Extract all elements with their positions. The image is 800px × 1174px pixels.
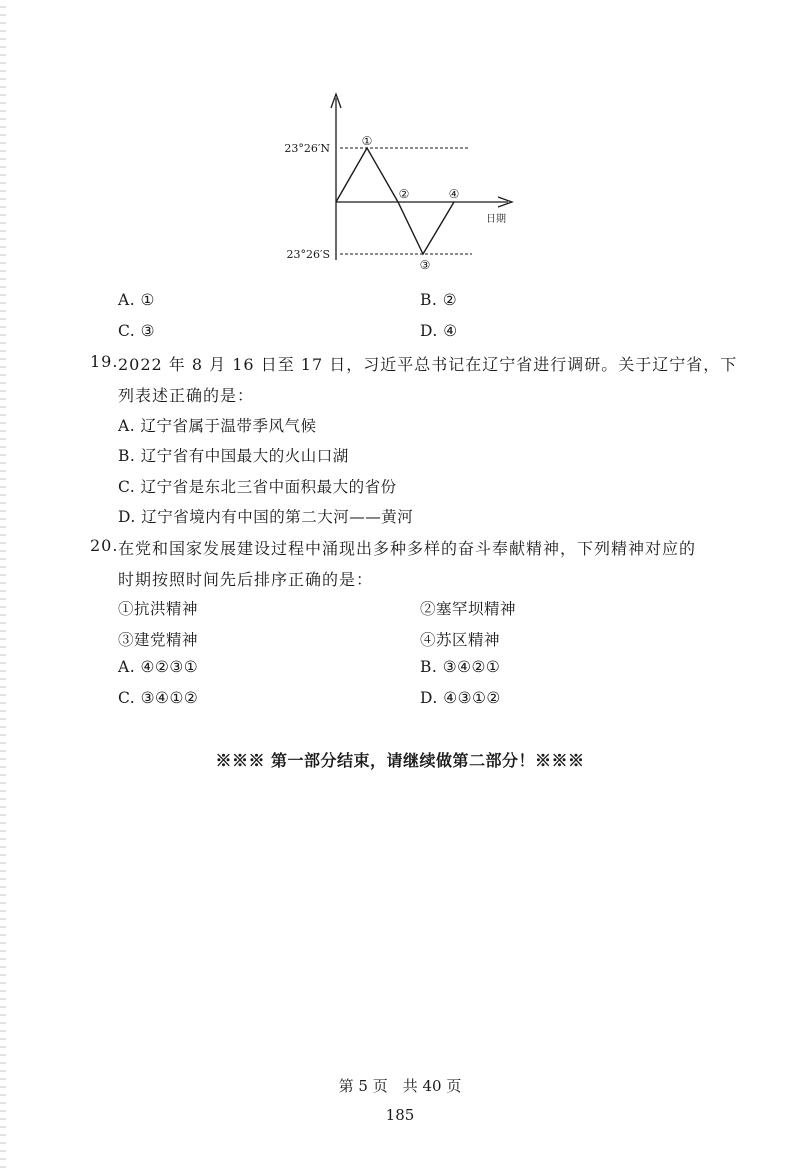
q18-option-b: B. ②	[420, 291, 458, 309]
q19-number: 19.	[90, 352, 119, 371]
q20-item-2: ②塞罕坝精神	[420, 600, 517, 618]
sun-direct-point-diagram	[270, 88, 530, 278]
q20-item-3: ③建党精神	[118, 631, 199, 649]
q19-option-b: B. 辽宁省有中国最大的火山口湖	[118, 447, 349, 465]
q20-stem-line2: 时期按照时间先后排序正确的是：	[118, 570, 374, 589]
direct-point-path	[336, 148, 454, 254]
point-3-label: ③	[419, 258, 431, 272]
q20-stem-line1: 在党和国家发展建设过程中涌现出多种多样的奋斗奉献精神，下列精神对应的	[118, 539, 697, 558]
x-axis-label: 日期	[486, 214, 506, 225]
q18-option-d: D. ④	[420, 322, 458, 340]
q18-option-a: A. ①	[118, 291, 155, 309]
q20-option-b: B. ③④②①	[420, 658, 501, 676]
q19-option-a: A. 辽宁省属于温带季风气候	[118, 417, 317, 435]
section-end-notice: ※※※ 第一部分结束，请继续做第二部分！※※※	[215, 751, 585, 770]
page-info: 第 5 页 共 40 页	[338, 1077, 462, 1095]
point-2-label: ②	[398, 187, 410, 201]
q19-option-d: D. 辽宁省境内有中国的第二大河——黄河	[118, 508, 414, 526]
lat-north-label: 23°26′N	[284, 142, 330, 155]
point-1-label: ①	[361, 134, 373, 148]
q20-option-a: A. ④②③①	[118, 658, 199, 676]
page-number: 185	[385, 1106, 415, 1124]
q19-stem-line2: 列表述正确的是：	[118, 386, 255, 405]
q19-stem-line1: 2022 年 8 月 16 日至 17 日，习近平总书记在辽宁省进行调研。关于辽宁省，下	[118, 355, 738, 374]
q19-option-c: C. 辽宁省是东北三省中面积最大的省份	[118, 478, 397, 496]
q20-item-4: ④苏区精神	[420, 631, 501, 649]
q20-item-1: ①抗洪精神	[118, 600, 199, 618]
point-4-label: ④	[448, 187, 460, 201]
scan-edge	[0, 0, 6, 1174]
q18-option-c: C. ③	[118, 322, 156, 340]
q20-option-d: D. ④③①②	[420, 689, 501, 707]
lat-south-label: 23°26′S	[286, 248, 330, 261]
q20-option-c: C. ③④①②	[118, 689, 199, 707]
q20-number: 20.	[90, 536, 119, 555]
